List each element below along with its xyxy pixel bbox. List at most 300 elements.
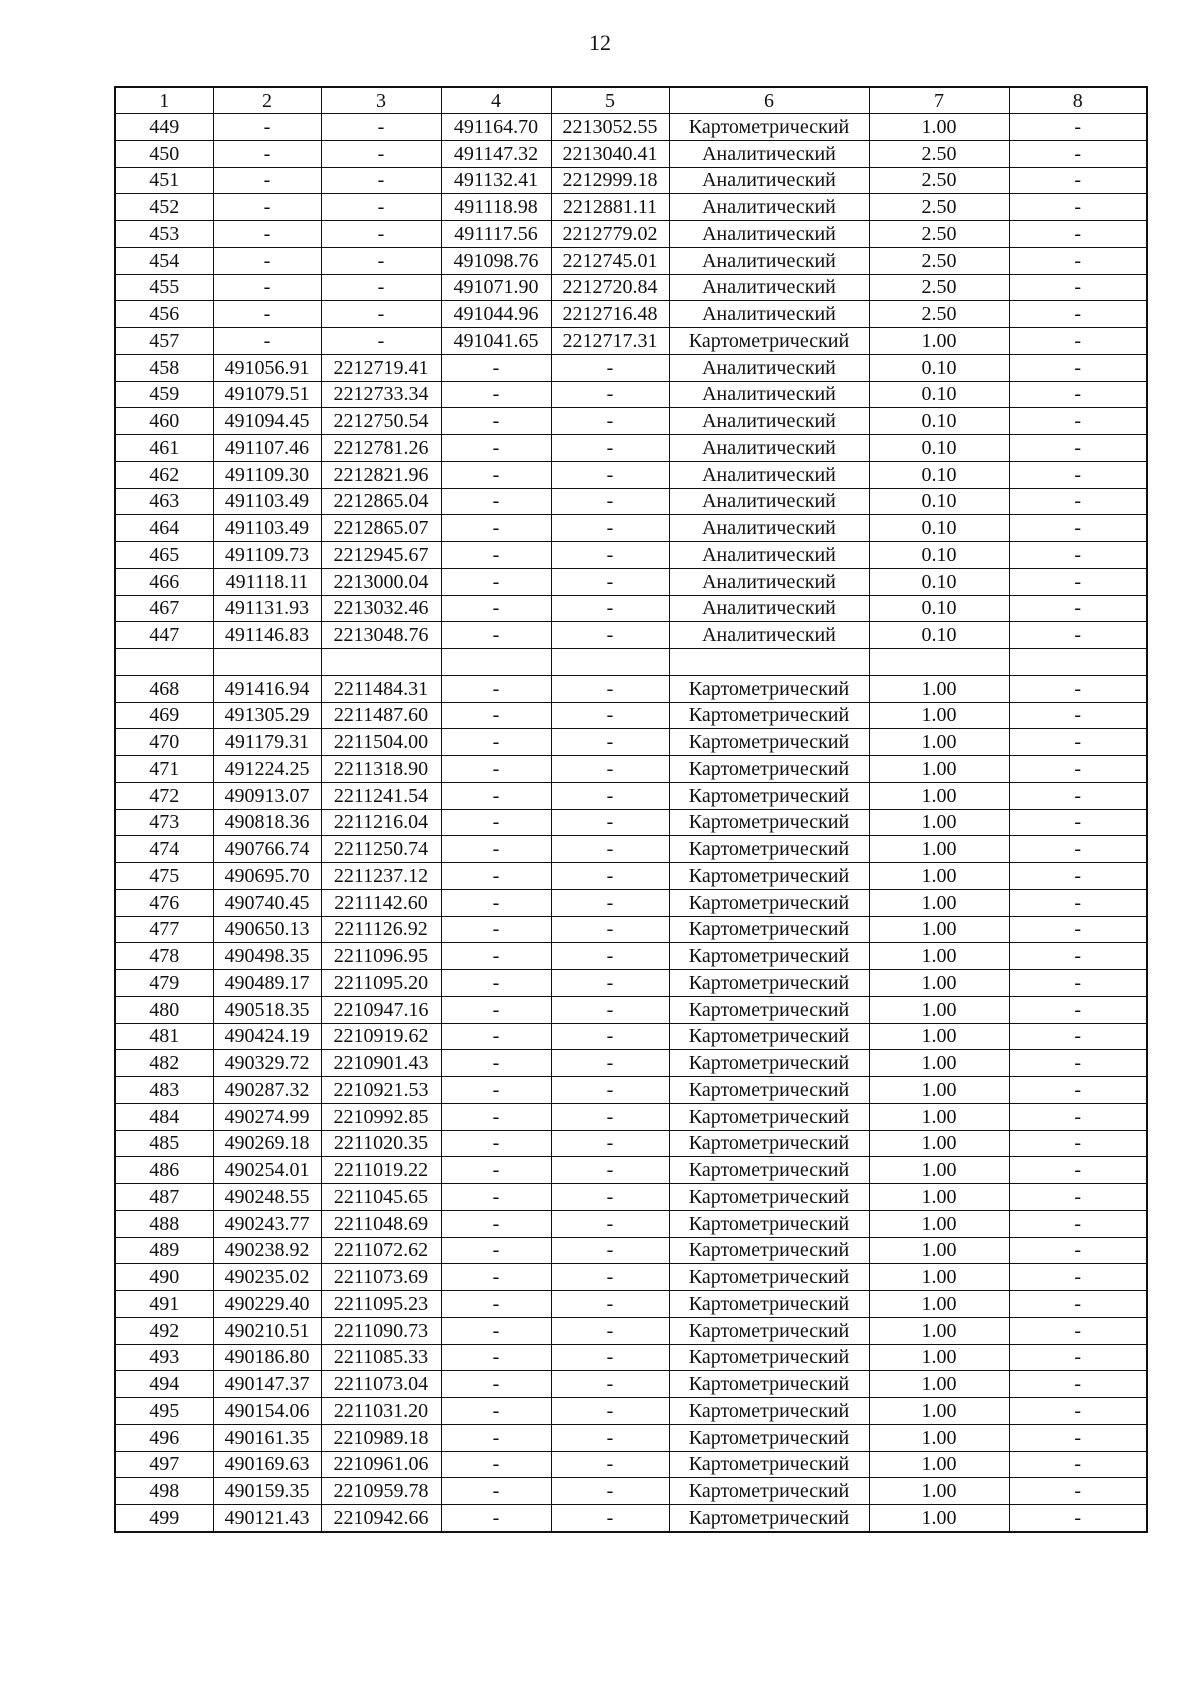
table-cell: 491103.49 <box>213 488 321 515</box>
table-cell: 2213040.41 <box>551 140 669 167</box>
table-cell: Картометрический <box>669 1130 869 1157</box>
header-row <box>115 87 1147 114</box>
table-row <box>115 515 1147 542</box>
table-cell: 1.00 <box>869 328 1009 355</box>
table-cell: Картометрический <box>669 1157 869 1184</box>
table-cell: 2212719.41 <box>321 354 441 381</box>
table-cell: 491071.90 <box>441 274 551 301</box>
table-cell: - <box>441 1077 551 1104</box>
table-cell: 491044.96 <box>441 301 551 328</box>
table-cell: - <box>441 916 551 943</box>
table-cell: 2211484.31 <box>321 675 441 702</box>
table-cell: 2210921.53 <box>321 1077 441 1104</box>
table-row <box>115 622 1147 649</box>
table-row <box>115 435 1147 462</box>
table-cell <box>321 649 441 676</box>
table-cell: 1.00 <box>869 943 1009 970</box>
table-row <box>115 568 1147 595</box>
table-cell: 490243.77 <box>213 1210 321 1237</box>
table-cell: Аналитический <box>669 568 869 595</box>
table-cell: - <box>1009 702 1147 729</box>
table-cell: 490287.32 <box>213 1077 321 1104</box>
page-number: 12 <box>589 30 611 55</box>
table-cell: - <box>1009 675 1147 702</box>
table-cell: 1.00 <box>869 1130 1009 1157</box>
table-cell: - <box>1009 488 1147 515</box>
table-cell: 1.00 <box>869 675 1009 702</box>
coordinates-table <box>114 86 1148 1533</box>
table-cell: - <box>441 488 551 515</box>
table-cell: 1.00 <box>869 1023 1009 1050</box>
table-cell: 484 <box>115 1103 213 1130</box>
table-cell: Картометрический <box>669 1264 869 1291</box>
table-cell: 1.00 <box>869 1157 1009 1184</box>
table-row <box>115 408 1147 435</box>
table-cell: 2212781.26 <box>321 435 441 462</box>
table-cell: - <box>1009 622 1147 649</box>
table-row <box>115 1424 1147 1451</box>
table-cell: - <box>1009 889 1147 916</box>
table-cell: 1.00 <box>869 1050 1009 1077</box>
table-row <box>115 836 1147 863</box>
table-cell: 2211073.69 <box>321 1264 441 1291</box>
table-row <box>115 1505 1147 1532</box>
table-cell: 490147.37 <box>213 1371 321 1398</box>
table-cell: 2212720.84 <box>551 274 669 301</box>
table-cell: - <box>1009 194 1147 221</box>
table-cell: Картометрический <box>669 1451 869 1478</box>
table-cell <box>441 649 551 676</box>
table-row <box>115 1210 1147 1237</box>
table-row <box>115 1077 1147 1104</box>
table-cell: 1.00 <box>869 1451 1009 1478</box>
table-cell: Картометрический <box>669 1424 869 1451</box>
table-cell: - <box>551 381 669 408</box>
table-row <box>115 996 1147 1023</box>
table-cell: 450 <box>115 140 213 167</box>
table-cell: 490695.70 <box>213 863 321 890</box>
table-cell: 467 <box>115 595 213 622</box>
table-cell: - <box>551 916 669 943</box>
table-cell: 491305.29 <box>213 702 321 729</box>
table-cell: - <box>1009 1424 1147 1451</box>
table-cell: 0.10 <box>869 622 1009 649</box>
table-cell: 2210959.78 <box>321 1478 441 1505</box>
table-cell: 1.00 <box>869 1344 1009 1371</box>
table-row <box>115 729 1147 756</box>
table-cell: - <box>321 167 441 194</box>
table-cell: - <box>551 1237 669 1264</box>
table-cell: Картометрический <box>669 1210 869 1237</box>
table-cell: 2212945.67 <box>321 542 441 569</box>
table-cell: - <box>1009 1184 1147 1211</box>
table-cell: - <box>441 354 551 381</box>
table-cell: 499 <box>115 1505 213 1532</box>
table-cell: - <box>441 1237 551 1264</box>
table-cell: - <box>441 1451 551 1478</box>
table-cell: 491109.73 <box>213 542 321 569</box>
table-cell: Аналитический <box>669 194 869 221</box>
table-cell: 459 <box>115 381 213 408</box>
table-cell: - <box>213 194 321 221</box>
table-cell: Картометрический <box>669 729 869 756</box>
table-cell: 458 <box>115 354 213 381</box>
table-cell: Картометрический <box>669 836 869 863</box>
table-row <box>115 114 1147 141</box>
table-cell: - <box>1009 1505 1147 1532</box>
table-cell: - <box>551 729 669 756</box>
table-cell: 491118.98 <box>441 194 551 221</box>
table-cell: Аналитический <box>669 542 869 569</box>
table-cell: 1.00 <box>869 114 1009 141</box>
table-cell: - <box>1009 114 1147 141</box>
table-cell: 2211073.04 <box>321 1371 441 1398</box>
table-cell: 2210992.85 <box>321 1103 441 1130</box>
table-cell: - <box>1009 836 1147 863</box>
table-cell: - <box>551 1317 669 1344</box>
table-cell: 491041.65 <box>441 328 551 355</box>
table-cell: 2212745.01 <box>551 247 669 274</box>
table-cell: - <box>1009 595 1147 622</box>
table-cell: Картометрический <box>669 1398 869 1425</box>
table-cell: 2211020.35 <box>321 1130 441 1157</box>
column-header: 2 <box>213 87 321 114</box>
table-row <box>115 809 1147 836</box>
table-cell: Аналитический <box>669 274 869 301</box>
table-cell: - <box>321 221 441 248</box>
table-row <box>115 943 1147 970</box>
table-cell: 469 <box>115 702 213 729</box>
table-cell: - <box>1009 515 1147 542</box>
table-cell: 2212750.54 <box>321 408 441 435</box>
table-cell: 488 <box>115 1210 213 1237</box>
table-cell: 449 <box>115 114 213 141</box>
table-cell: - <box>1009 1023 1147 1050</box>
table-cell: - <box>551 408 669 435</box>
table-cell: 1.00 <box>869 836 1009 863</box>
table-cell: - <box>441 729 551 756</box>
table-cell: - <box>551 1184 669 1211</box>
table-cell: Картометрический <box>669 1103 869 1130</box>
table-cell: Аналитический <box>669 221 869 248</box>
table-cell: - <box>1009 221 1147 248</box>
table-cell: - <box>213 140 321 167</box>
table-cell: 490 <box>115 1264 213 1291</box>
table-cell: 491132.41 <box>441 167 551 194</box>
table-cell: - <box>213 114 321 141</box>
table-cell: 2213052.55 <box>551 114 669 141</box>
table-cell: - <box>321 274 441 301</box>
table-cell: - <box>551 1398 669 1425</box>
table-cell: - <box>1009 1398 1147 1425</box>
table-cell: 2212733.34 <box>321 381 441 408</box>
table-cell: 0.10 <box>869 542 1009 569</box>
table-cell: - <box>1009 1130 1147 1157</box>
table-cell: 2211318.90 <box>321 756 441 783</box>
table-cell: 2212865.04 <box>321 488 441 515</box>
table-cell: - <box>551 970 669 997</box>
table-cell: Картометрический <box>669 756 869 783</box>
table-cell: 0.10 <box>869 435 1009 462</box>
table-cell: 1.00 <box>869 1210 1009 1237</box>
table-cell: 490424.19 <box>213 1023 321 1050</box>
table-cell: 473 <box>115 809 213 836</box>
table-cell: 462 <box>115 461 213 488</box>
table-cell: - <box>321 301 441 328</box>
table-cell: - <box>1009 140 1147 167</box>
table-cell: 1.00 <box>869 863 1009 890</box>
table-cell: Картометрический <box>669 328 869 355</box>
table-cell: Аналитический <box>669 247 869 274</box>
table-cell: - <box>441 782 551 809</box>
table-cell: 0.10 <box>869 461 1009 488</box>
table-row <box>115 542 1147 569</box>
table-cell: - <box>441 1398 551 1425</box>
table-cell: 1.00 <box>869 996 1009 1023</box>
table-cell: - <box>551 1264 669 1291</box>
table-cell: 491056.91 <box>213 354 321 381</box>
table-cell: - <box>551 1505 669 1532</box>
table-cell: 491 <box>115 1291 213 1318</box>
table-cell: 2.50 <box>869 301 1009 328</box>
table-cell <box>115 649 213 676</box>
table-cell: 491117.56 <box>441 221 551 248</box>
table-cell: 470 <box>115 729 213 756</box>
table-cell: 490210.51 <box>213 1317 321 1344</box>
table-cell: 465 <box>115 542 213 569</box>
table-cell: Картометрический <box>669 970 869 997</box>
table-cell: Аналитический <box>669 435 869 462</box>
table-row <box>115 1291 1147 1318</box>
table-row <box>115 354 1147 381</box>
table-cell: 2211048.69 <box>321 1210 441 1237</box>
table-row <box>115 301 1147 328</box>
table-cell: 1.00 <box>869 1317 1009 1344</box>
table-cell: - <box>1009 301 1147 328</box>
column-header: 3 <box>321 87 441 114</box>
table-cell: - <box>551 461 669 488</box>
table-cell: - <box>441 408 551 435</box>
table-cell: 496 <box>115 1424 213 1451</box>
table-cell: - <box>551 622 669 649</box>
table-cell: 480 <box>115 996 213 1023</box>
table-cell: 482 <box>115 1050 213 1077</box>
table-cell: 486 <box>115 1157 213 1184</box>
table-cell: - <box>551 1130 669 1157</box>
table-cell: 490766.74 <box>213 836 321 863</box>
table-cell: - <box>551 1291 669 1318</box>
table-cell: 1.00 <box>869 1237 1009 1264</box>
table-cell: 2210947.16 <box>321 996 441 1023</box>
table-row <box>115 702 1147 729</box>
table-cell: - <box>213 301 321 328</box>
table-cell: 0.10 <box>869 488 1009 515</box>
table-cell: - <box>213 221 321 248</box>
table-cell: 483 <box>115 1077 213 1104</box>
table-cell: - <box>1009 1103 1147 1130</box>
table-cell <box>669 649 869 676</box>
table-cell: 490229.40 <box>213 1291 321 1318</box>
table-row <box>115 756 1147 783</box>
table-cell: - <box>441 889 551 916</box>
table-cell: Картометрический <box>669 889 869 916</box>
table-cell: - <box>321 328 441 355</box>
table-cell: 491146.83 <box>213 622 321 649</box>
table-cell: Аналитический <box>669 408 869 435</box>
table-cell: 453 <box>115 221 213 248</box>
table-cell: - <box>551 782 669 809</box>
table-cell: - <box>1009 943 1147 970</box>
table-cell: 2211045.65 <box>321 1184 441 1211</box>
table-cell: 490489.17 <box>213 970 321 997</box>
table-cell: Картометрический <box>669 916 869 943</box>
table-row <box>115 194 1147 221</box>
table-cell: - <box>441 461 551 488</box>
table-row <box>115 381 1147 408</box>
table-cell: Картометрический <box>669 996 869 1023</box>
table-cell: 491164.70 <box>441 114 551 141</box>
table-cell: 493 <box>115 1344 213 1371</box>
table-cell: 491103.49 <box>213 515 321 542</box>
table-cell: 1.00 <box>869 809 1009 836</box>
table-cell: - <box>551 809 669 836</box>
table-cell: 2211095.23 <box>321 1291 441 1318</box>
table-cell: 2210989.18 <box>321 1424 441 1451</box>
table-cell: - <box>551 1157 669 1184</box>
table-cell: 490235.02 <box>213 1264 321 1291</box>
table-row <box>115 247 1147 274</box>
table-cell: Аналитический <box>669 622 869 649</box>
table-cell: - <box>441 809 551 836</box>
table-cell: - <box>441 756 551 783</box>
table-cell: - <box>1009 756 1147 783</box>
table-cell: Картометрический <box>669 1317 869 1344</box>
table-cell: 2211072.62 <box>321 1237 441 1264</box>
table-cell: 466 <box>115 568 213 595</box>
table-cell: 1.00 <box>869 1398 1009 1425</box>
table-cell: 2211019.22 <box>321 1157 441 1184</box>
table-cell: - <box>1009 1264 1147 1291</box>
table-cell: 2211237.12 <box>321 863 441 890</box>
table-cell: - <box>441 1103 551 1130</box>
table-cell: - <box>1009 916 1147 943</box>
table-cell: 490161.35 <box>213 1424 321 1451</box>
table-cell: 455 <box>115 274 213 301</box>
table-cell: 0.10 <box>869 515 1009 542</box>
table-cell: - <box>551 675 669 702</box>
table-row <box>115 1398 1147 1425</box>
table-cell: 1.00 <box>869 782 1009 809</box>
table-cell: 463 <box>115 488 213 515</box>
table-cell: - <box>441 542 551 569</box>
table-cell: 2211096.95 <box>321 943 441 970</box>
table-row <box>115 328 1147 355</box>
table-cell: 2.50 <box>869 140 1009 167</box>
table-cell: - <box>441 970 551 997</box>
table-cell: 2211085.33 <box>321 1344 441 1371</box>
table-cell: 1.00 <box>869 1478 1009 1505</box>
table-cell: - <box>441 1050 551 1077</box>
table-cell: 454 <box>115 247 213 274</box>
table-cell: 472 <box>115 782 213 809</box>
table-row <box>115 1157 1147 1184</box>
table-cell: 497 <box>115 1451 213 1478</box>
table-cell: Аналитический <box>669 595 869 622</box>
table-cell: Картометрический <box>669 1291 869 1318</box>
table-cell: 1.00 <box>869 1264 1009 1291</box>
table-cell: - <box>441 1291 551 1318</box>
table-cell: - <box>213 274 321 301</box>
table-cell: 475 <box>115 863 213 890</box>
table-cell: - <box>213 247 321 274</box>
table-cell: Картометрический <box>669 702 869 729</box>
table-cell: - <box>1009 354 1147 381</box>
table-cell: 1.00 <box>869 1371 1009 1398</box>
table-cell: - <box>321 194 441 221</box>
column-header: 6 <box>669 87 869 114</box>
table-cell: - <box>551 354 669 381</box>
table-cell: - <box>441 675 551 702</box>
table-cell: - <box>441 568 551 595</box>
table-cell: - <box>213 167 321 194</box>
table-cell: - <box>1009 1291 1147 1318</box>
table-cell: - <box>321 247 441 274</box>
table-cell: 2211216.04 <box>321 809 441 836</box>
table-row <box>115 1103 1147 1130</box>
table-row <box>115 1451 1147 1478</box>
table-cell: 490121.43 <box>213 1505 321 1532</box>
table-cell: - <box>551 1103 669 1130</box>
table-cell: - <box>441 943 551 970</box>
table-cell: - <box>551 1344 669 1371</box>
table-cell: - <box>441 515 551 542</box>
table-cell: Картометрический <box>669 782 869 809</box>
table-cell: 490186.80 <box>213 1344 321 1371</box>
table-cell: - <box>1009 274 1147 301</box>
table-cell: 490498.35 <box>213 943 321 970</box>
table-cell: 468 <box>115 675 213 702</box>
table-cell: - <box>441 1371 551 1398</box>
table-cell <box>551 649 669 676</box>
table-cell: 489 <box>115 1237 213 1264</box>
table-cell: - <box>441 1130 551 1157</box>
table-cell: 490238.92 <box>213 1237 321 1264</box>
table-row <box>115 649 1147 676</box>
table-cell: Картометрический <box>669 675 869 702</box>
table-cell: - <box>1009 1317 1147 1344</box>
table-cell: Картометрический <box>669 1050 869 1077</box>
table-cell: Картометрический <box>669 1371 869 1398</box>
table-row <box>115 1023 1147 1050</box>
table-cell: 476 <box>115 889 213 916</box>
table-cell: - <box>441 622 551 649</box>
table-cell: 2212779.02 <box>551 221 669 248</box>
table-cell: Аналитический <box>669 515 869 542</box>
table-cell: 491109.30 <box>213 461 321 488</box>
table-cell: 2211095.20 <box>321 970 441 997</box>
table-cell: - <box>1009 809 1147 836</box>
table-cell: 490169.63 <box>213 1451 321 1478</box>
table-cell: 2212999.18 <box>551 167 669 194</box>
table-row <box>115 1237 1147 1264</box>
table-cell: - <box>1009 167 1147 194</box>
table-cell: 487 <box>115 1184 213 1211</box>
table-cell: Аналитический <box>669 140 869 167</box>
table-cell: Аналитический <box>669 381 869 408</box>
table-cell: - <box>551 702 669 729</box>
table-cell <box>213 649 321 676</box>
table-cell: - <box>441 1344 551 1371</box>
